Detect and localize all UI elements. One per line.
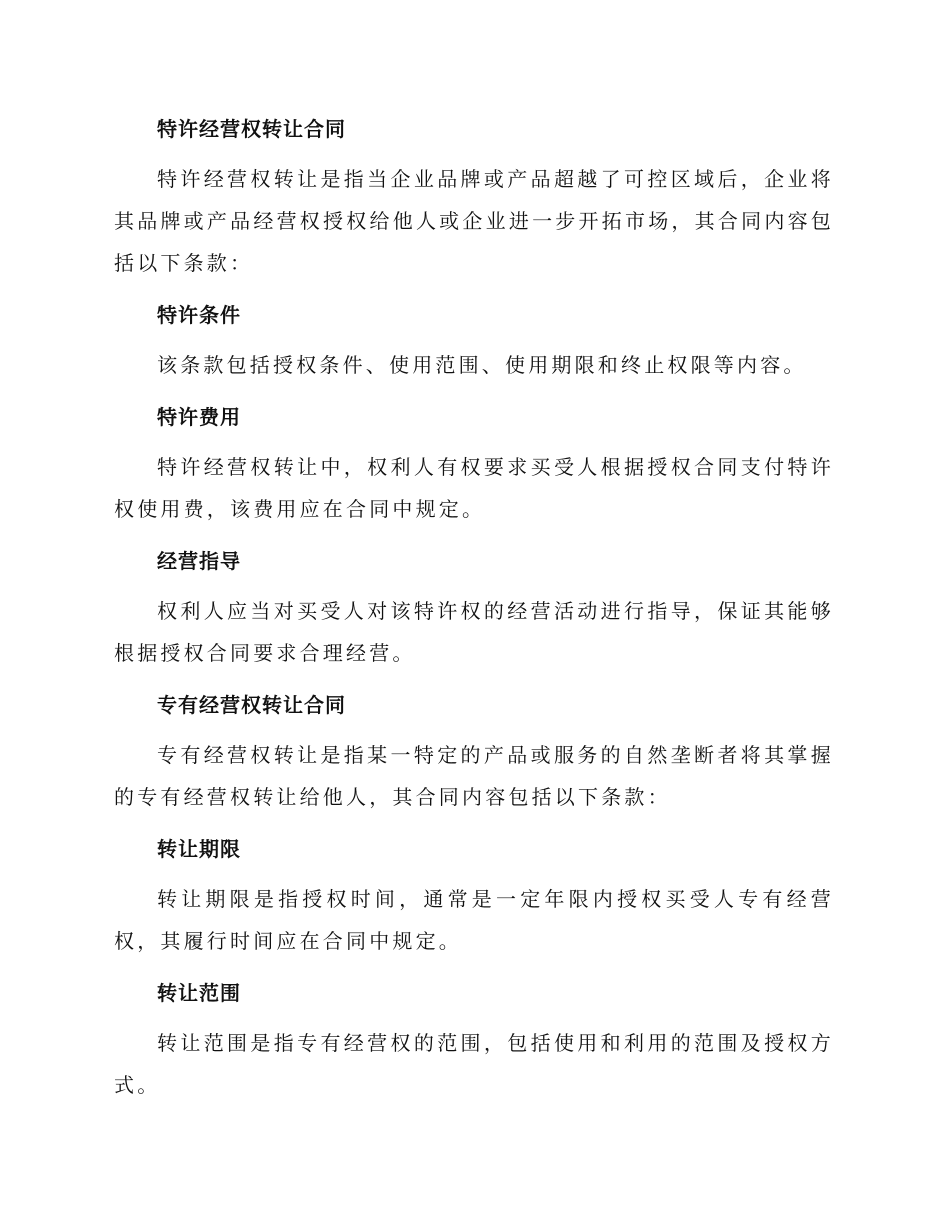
section-paragraph: 特许经营权转让中，权利人有权要求买受人根据授权合同支付特许权使用费，该费用应在合同中规定。 [114, 455, 834, 521]
section-paragraph: 该条款包括授权条件、使用范围、使用期限和终止权限等内容。 [157, 353, 807, 377]
section-heading-transfer-scope: 转让范围 [157, 981, 241, 1005]
section-paragraph: 转让范围是指专有经营权的范围，包括使用和利用的范围及授权方式。 [114, 1031, 834, 1097]
section-heading-exclusive-transfer-contract: 专有经营权转让合同 [157, 693, 346, 717]
section-paragraph: 权利人应当对买受人对该特许权的经营活动进行指导，保证其能够根据授权合同要求合理经营。 [114, 599, 834, 665]
section-heading-franchise-fees: 特许费用 [157, 405, 241, 429]
section-heading-business-guidance: 经营指导 [157, 549, 241, 573]
document-body [114, 108, 834, 1106]
section-heading-transfer-term: 转让期限 [157, 837, 241, 861]
section-paragraph: 特许经营权转让是指当企业品牌或产品超越了可控区域后，企业将其品牌或产品经营权授权给他人或企业进一步开拓市场，其合同内容包括以下条款： [114, 167, 834, 275]
section-paragraph: 转让期限是指授权时间，通常是一定年限内授权买受人专有经营权，其履行时间应在合同中规定。 [114, 887, 834, 953]
section-heading-franchise-conditions: 特许条件 [157, 303, 241, 327]
section-heading-franchise-transfer-contract: 特许经营权转让合同 [157, 117, 346, 141]
section-paragraph: 专有经营权转让是指某一特定的产品或服务的自然垄断者将其掌握的专有经营权转让给他人，其合同内容包括以下条款： [114, 743, 834, 809]
